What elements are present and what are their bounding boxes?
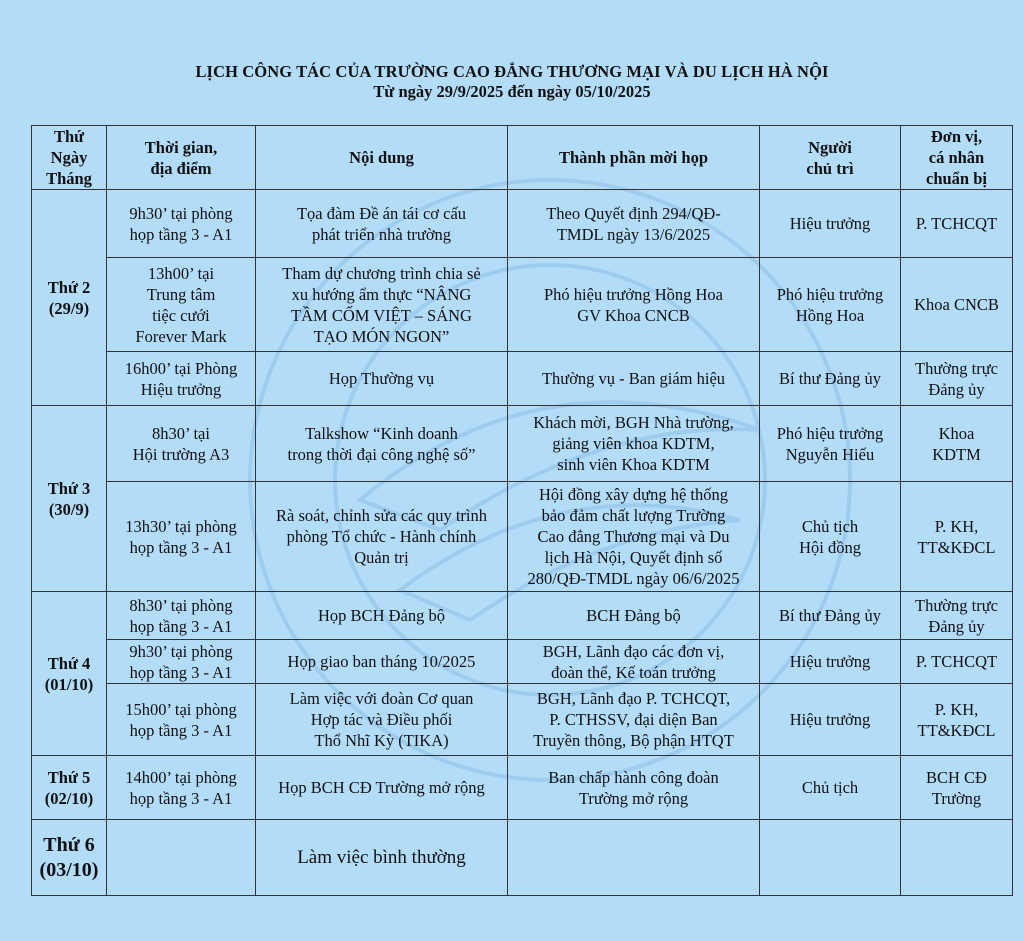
- host-cell: Phó hiệu trưởng Hồng Hoa: [760, 258, 901, 352]
- host-cell: Chủ tịch Hội đồng: [760, 482, 901, 592]
- host-cell: Chủ tịch: [760, 756, 901, 820]
- prep-cell: P. TCHCQT: [901, 640, 1013, 684]
- schedule-row: [32, 684, 1013, 756]
- prep-cell: Khoa KDTM: [901, 406, 1013, 482]
- content-cell: Làm việc bình thường: [256, 820, 508, 896]
- time-place-cell: 9h30’ tại phòng họp tầng 3 - A1: [107, 190, 256, 258]
- prep-cell: BCH CĐ Trường: [901, 756, 1013, 820]
- participants-cell: Phó hiệu trưởng Hồng Hoa GV Khoa CNCB: [508, 258, 760, 352]
- col-day: Thứ Ngày Tháng: [32, 126, 107, 190]
- page-title: LỊCH CÔNG TÁC CỦA TRƯỜNG CAO ĐẲNG THƯƠNG MẠI VÀ DU LỊCH HÀ NỘI: [195, 62, 829, 81]
- participants-cell: Hội đồng xây dựng hệ thống bảo đảm chất lượng Trường Cao đẳng Thương mại và Du lịch Hà Nội, Quyết định số 280/QĐ-TMDL ngày 06/6/2025: [508, 482, 760, 592]
- content-cell: Họp giao ban tháng 10/2025: [256, 640, 508, 684]
- content-cell: Rà soát, chỉnh sửa các quy trình phòng Tổ chức - Hành chính Quản trị: [256, 482, 508, 592]
- time-place-cell: 16h00’ tại Phòng Hiệu trưởng: [107, 352, 256, 406]
- prep-cell: Thường trực Đảng ủy: [901, 592, 1013, 640]
- schedule-row: [32, 820, 1013, 896]
- schedule-body: [32, 190, 1013, 896]
- content-cell: Làm việc với đoàn Cơ quan Hợp tác và Điều phối Thổ Nhĩ Kỳ (TIKA): [256, 684, 508, 756]
- prep-cell: [901, 820, 1013, 896]
- time-place-cell: 9h30’ tại phòng họp tầng 3 - A1: [107, 640, 256, 684]
- col-host: Người chủ trì: [760, 126, 901, 190]
- host-cell: Bí thư Đảng ủy: [760, 592, 901, 640]
- content-cell: Tọa đàm Đề án tái cơ cấu phát triển nhà trường: [256, 190, 508, 258]
- col-prep: Đơn vị, cá nhân chuẩn bị: [901, 126, 1013, 190]
- participants-cell: BGH, Lãnh đạo P. TCHCQT, P. CTHSSV, đại diện Ban Truyền thông, Bộ phận HTQT: [508, 684, 760, 756]
- time-place-cell: 8h30’ tại Hội trường A3: [107, 406, 256, 482]
- content-cell: Họp Thường vụ: [256, 352, 508, 406]
- day-cell: Thứ 3 (30/9): [32, 406, 107, 592]
- participants-cell: Theo Quyết định 294/QĐ- TMDL ngày 13/6/2025: [508, 190, 760, 258]
- col-participants: Thành phần mời họp: [508, 126, 760, 190]
- prep-cell: P. TCHCQT: [901, 190, 1013, 258]
- host-cell: Bí thư Đảng ủy: [760, 352, 901, 406]
- content-cell: Họp BCH Đảng bộ: [256, 592, 508, 640]
- schedule-row: [32, 756, 1013, 820]
- host-cell: [760, 820, 901, 896]
- participants-cell: [508, 820, 760, 896]
- time-place-cell: 14h00’ tại phòng họp tầng 3 - A1: [107, 756, 256, 820]
- date-range: Từ ngày 29/9/2025 đến ngày 05/10/2025: [373, 82, 651, 101]
- time-place-cell: 15h00’ tại phòng họp tầng 3 - A1: [107, 684, 256, 756]
- participants-cell: BCH Đảng bộ: [508, 592, 760, 640]
- prep-cell: P. KH, TT&KĐCL: [901, 482, 1013, 592]
- host-cell: Hiệu trưởng: [760, 684, 901, 756]
- schedule-row: [32, 482, 1013, 592]
- participants-cell: Ban chấp hành công đoàn Trường mở rộng: [508, 756, 760, 820]
- day-cell: Thứ 5 (02/10): [32, 756, 107, 820]
- time-place-cell: [107, 820, 256, 896]
- schedule-row: [32, 352, 1013, 406]
- host-cell: Hiệu trưởng: [760, 640, 901, 684]
- content-cell: Họp BCH CĐ Trường mở rộng: [256, 756, 508, 820]
- day-cell: Thứ 6 (03/10): [32, 820, 107, 896]
- prep-cell: Thường trực Đảng ủy: [901, 352, 1013, 406]
- participants-cell: Khách mời, BGH Nhà trường, giảng viên khoa KDTM, sinh viên Khoa KDTM: [508, 406, 760, 482]
- content-cell: Tham dự chương trình chia sẻ xu hướng ẩm thực “NÂNG TẦM CỐM VIỆT – SÁNG TẠO MÓN NGON”: [256, 258, 508, 352]
- table-header-row: [32, 126, 1013, 190]
- schedule-row: [32, 258, 1013, 352]
- schedule-header: [0, 62, 1024, 102]
- participants-cell: BGH, Lãnh đạo các đơn vị, đoàn thể, Kế toán trưởng: [508, 640, 760, 684]
- time-place-cell: 8h30’ tại phòng họp tầng 3 - A1: [107, 592, 256, 640]
- schedule-row: [32, 592, 1013, 640]
- schedule-row: [32, 406, 1013, 482]
- day-cell: Thứ 2 (29/9): [32, 190, 107, 406]
- prep-cell: P. KH, TT&KĐCL: [901, 684, 1013, 756]
- participants-cell: Thường vụ - Ban giám hiệu: [508, 352, 760, 406]
- schedule-row: [32, 190, 1013, 258]
- content-cell: Talkshow “Kinh doanh trong thời đại công nghệ số”: [256, 406, 508, 482]
- host-cell: Hiệu trưởng: [760, 190, 901, 258]
- time-place-cell: 13h00’ tại Trung tâm tiệc cưới Forever Mark: [107, 258, 256, 352]
- col-time-place: Thời gian, địa điểm: [107, 126, 256, 190]
- schedule-table: [31, 125, 1013, 896]
- day-cell: Thứ 4 (01/10): [32, 592, 107, 756]
- host-cell: Phó hiệu trưởng Nguyễn Hiếu: [760, 406, 901, 482]
- time-place-cell: 13h30’ tại phòng họp tầng 3 - A1: [107, 482, 256, 592]
- schedule-row: [32, 640, 1013, 684]
- prep-cell: Khoa CNCB: [901, 258, 1013, 352]
- col-content: Nội dung: [256, 126, 508, 190]
